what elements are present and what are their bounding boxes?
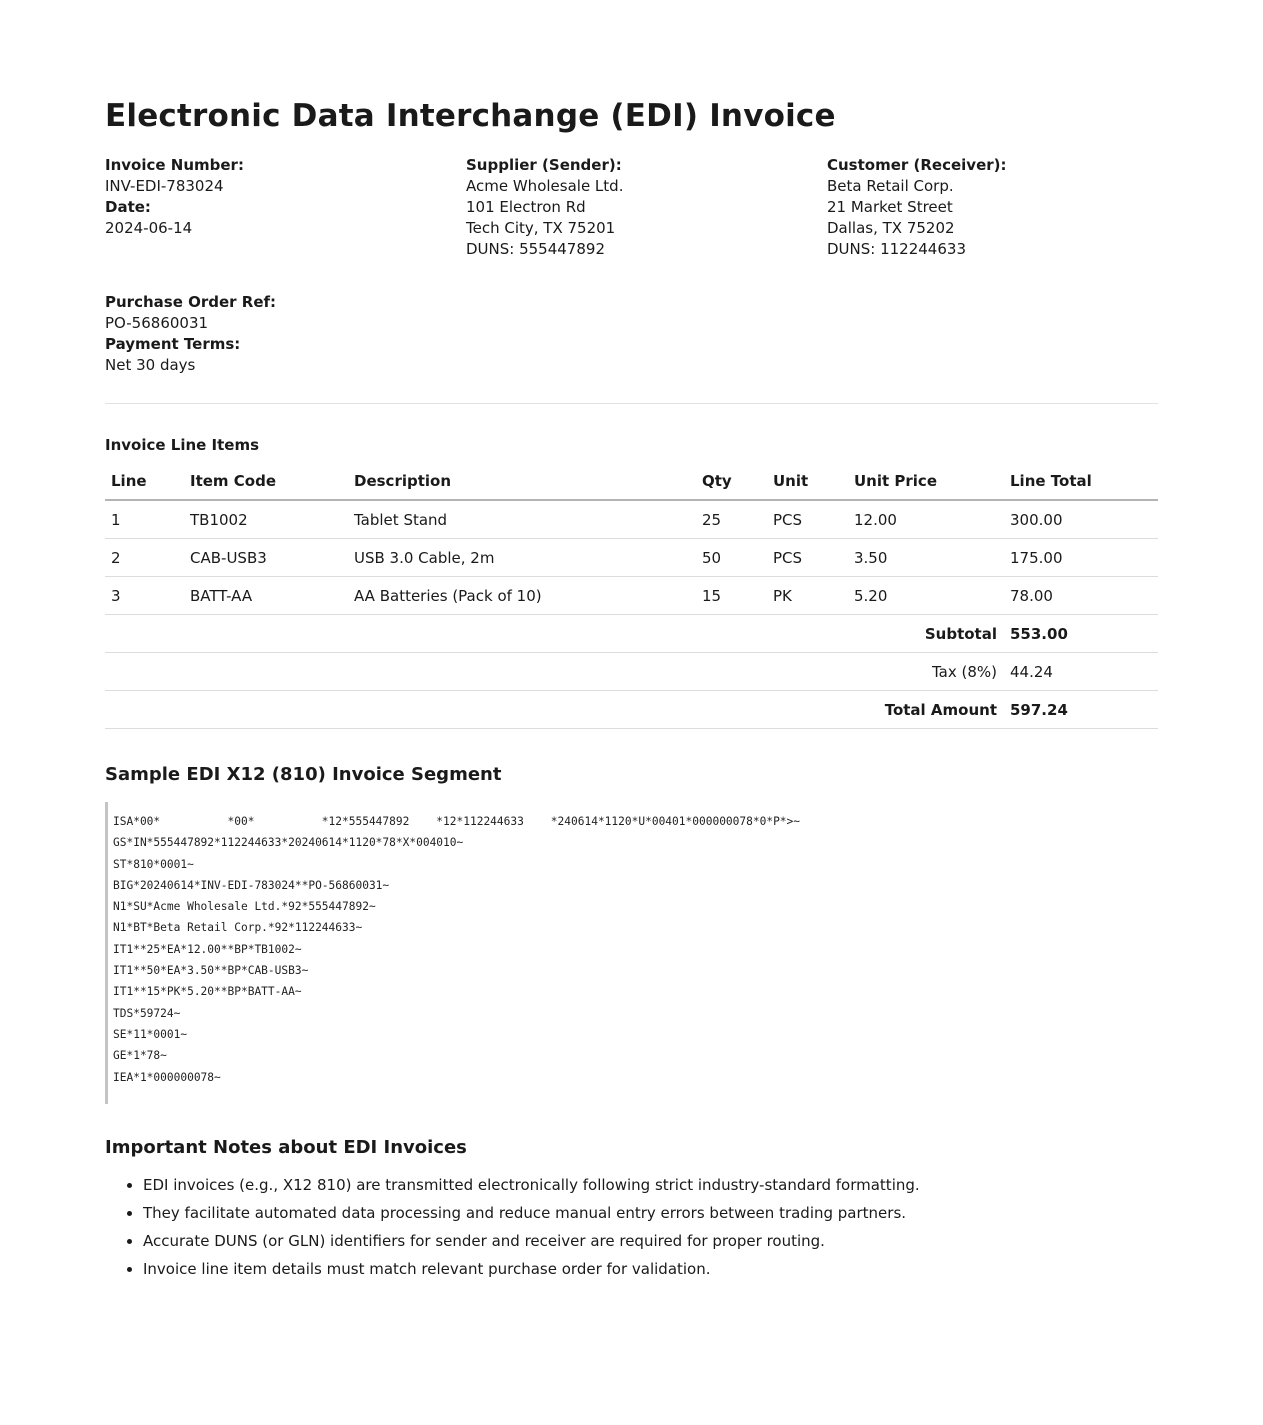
page-title: Electronic Data Interchange (EDI) Invoice [105,98,836,134]
table-header-row [105,462,1158,500]
table-cell: 50 [696,539,767,577]
table-cell: 175.00 [1004,539,1158,577]
po-ref-label: Purchase Order Ref: [105,293,277,311]
invoice-number-label: Invoice Number: [105,156,244,174]
customer-address-line1: 21 Market Street [827,198,953,216]
list-item: • Accurate DUNS (or GLN) identifiers for sender and receiver are required for proper routing. [143,1227,1158,1255]
tax-value: 44.24 [1004,653,1158,691]
table-cell: 25 [696,500,767,539]
table-cell: 1 [105,500,184,539]
total-row [105,691,1158,729]
list-item: • Invoice line item details must match relevant purchase order for validation. [143,1255,1158,1283]
column-header: Unit Price [848,462,1004,500]
line-items-table [105,462,1158,729]
table-cell: 3 [105,577,184,615]
customer-block [827,155,1157,260]
supplier-block [466,155,827,260]
invoice-meta [105,155,466,260]
po-ref: PO-56860031 [105,314,209,332]
column-header: Description [348,462,696,500]
supplier-address-line1: 101 Electron Rd [466,198,586,216]
total-label: Total Amount [105,691,1004,729]
column-header: Qty [696,462,767,500]
table-cell: USB 3.0 Cable, 2m [348,539,696,577]
table-cell: PCS [767,539,848,577]
table-cell: 15 [696,577,767,615]
table-cell: 3.50 [848,539,1004,577]
customer-label: Customer (Receiver): [827,156,1007,174]
table-cell: AA Batteries (Pack of 10) [348,577,696,615]
supplier-address-line2: Tech City, TX 75201 [466,219,616,237]
tax-label: Tax (8%) [105,653,1004,691]
order-info [105,292,1158,376]
customer-duns: DUNS: 112244633 [827,240,966,258]
column-header: Line [105,462,184,500]
table-cell: TB1002 [184,500,348,539]
list-item: • They facilitate automated data processing and reduce manual entry errors between trading partners. [143,1199,1158,1227]
invoice-date: 2024-06-14 [105,219,193,237]
table-cell: 5.20 [848,577,1004,615]
subtotal-row [105,615,1158,653]
column-header: Line Total [1004,462,1158,500]
supplier-duns: DUNS: 555447892 [466,240,605,258]
table-row [105,500,1158,539]
table-cell: BATT-AA [184,577,348,615]
table-cell: CAB-USB3 [184,539,348,577]
customer-address-line2: Dallas, TX 75202 [827,219,955,237]
subtotal-value: 553.00 [1004,615,1158,653]
payment-terms-label: Payment Terms: [105,335,241,353]
table-cell: 78.00 [1004,577,1158,615]
notes-list [105,1171,1158,1283]
edi-segment-block: ISA*00* *00* *12*555447892 *12*112244633 *240614*1120*U*00401*000000078*0*P*>~ GS*IN*555447892*112244633*20240614*1120*78*X*004010~ ST*810*0001~ BIG*20240614*INV-EDI-783024**PO-56860031~ N1*SU*Acme Wholesale Ltd.*92*555447892~ N1*BT*Beta Retail Corp.*92*112244633~ IT1**25*EA*12.00**BP*TB1002~ IT1**50*EA*3.50**BP*CAB-USB3~ IT1**15*PK*5.20**BP*BATT-AA~ TDS*59724~ SE*11*0001~ GE*1*78~ IEA*1*000000078~ [105,802,1158,1104]
table-cell: 12.00 [848,500,1004,539]
supplier-label: Supplier (Sender): [466,156,622,174]
table-cell: Tablet Stand [348,500,696,539]
table-cell: PK [767,577,848,615]
column-header: Unit [767,462,848,500]
line-items-title: Invoice Line Items [105,436,260,454]
table-row [105,577,1158,615]
invoice-header-info [105,155,1158,260]
edi-section-title: Sample EDI X12 (810) Invoice Segment [105,764,502,785]
table-row [105,539,1158,577]
list-item: • EDI invoices (e.g., X12 810) are transmitted electronically following strict industry-standard formatting. [143,1171,1158,1199]
table-cell: 2 [105,539,184,577]
customer-name: Beta Retail Corp. [827,177,954,195]
tax-row [105,653,1158,691]
subtotal-label: Subtotal [105,615,1004,653]
supplier-name: Acme Wholesale Ltd. [466,177,624,195]
date-label: Date: [105,198,151,216]
section-divider [105,403,1158,404]
notes-title: Important Notes about EDI Invoices [105,1137,467,1158]
table-cell: PCS [767,500,848,539]
column-header: Item Code [184,462,348,500]
invoice-number: INV-EDI-783024 [105,177,224,195]
payment-terms: Net 30 days [105,356,196,374]
table-cell: 300.00 [1004,500,1158,539]
total-value: 597.24 [1004,691,1158,729]
